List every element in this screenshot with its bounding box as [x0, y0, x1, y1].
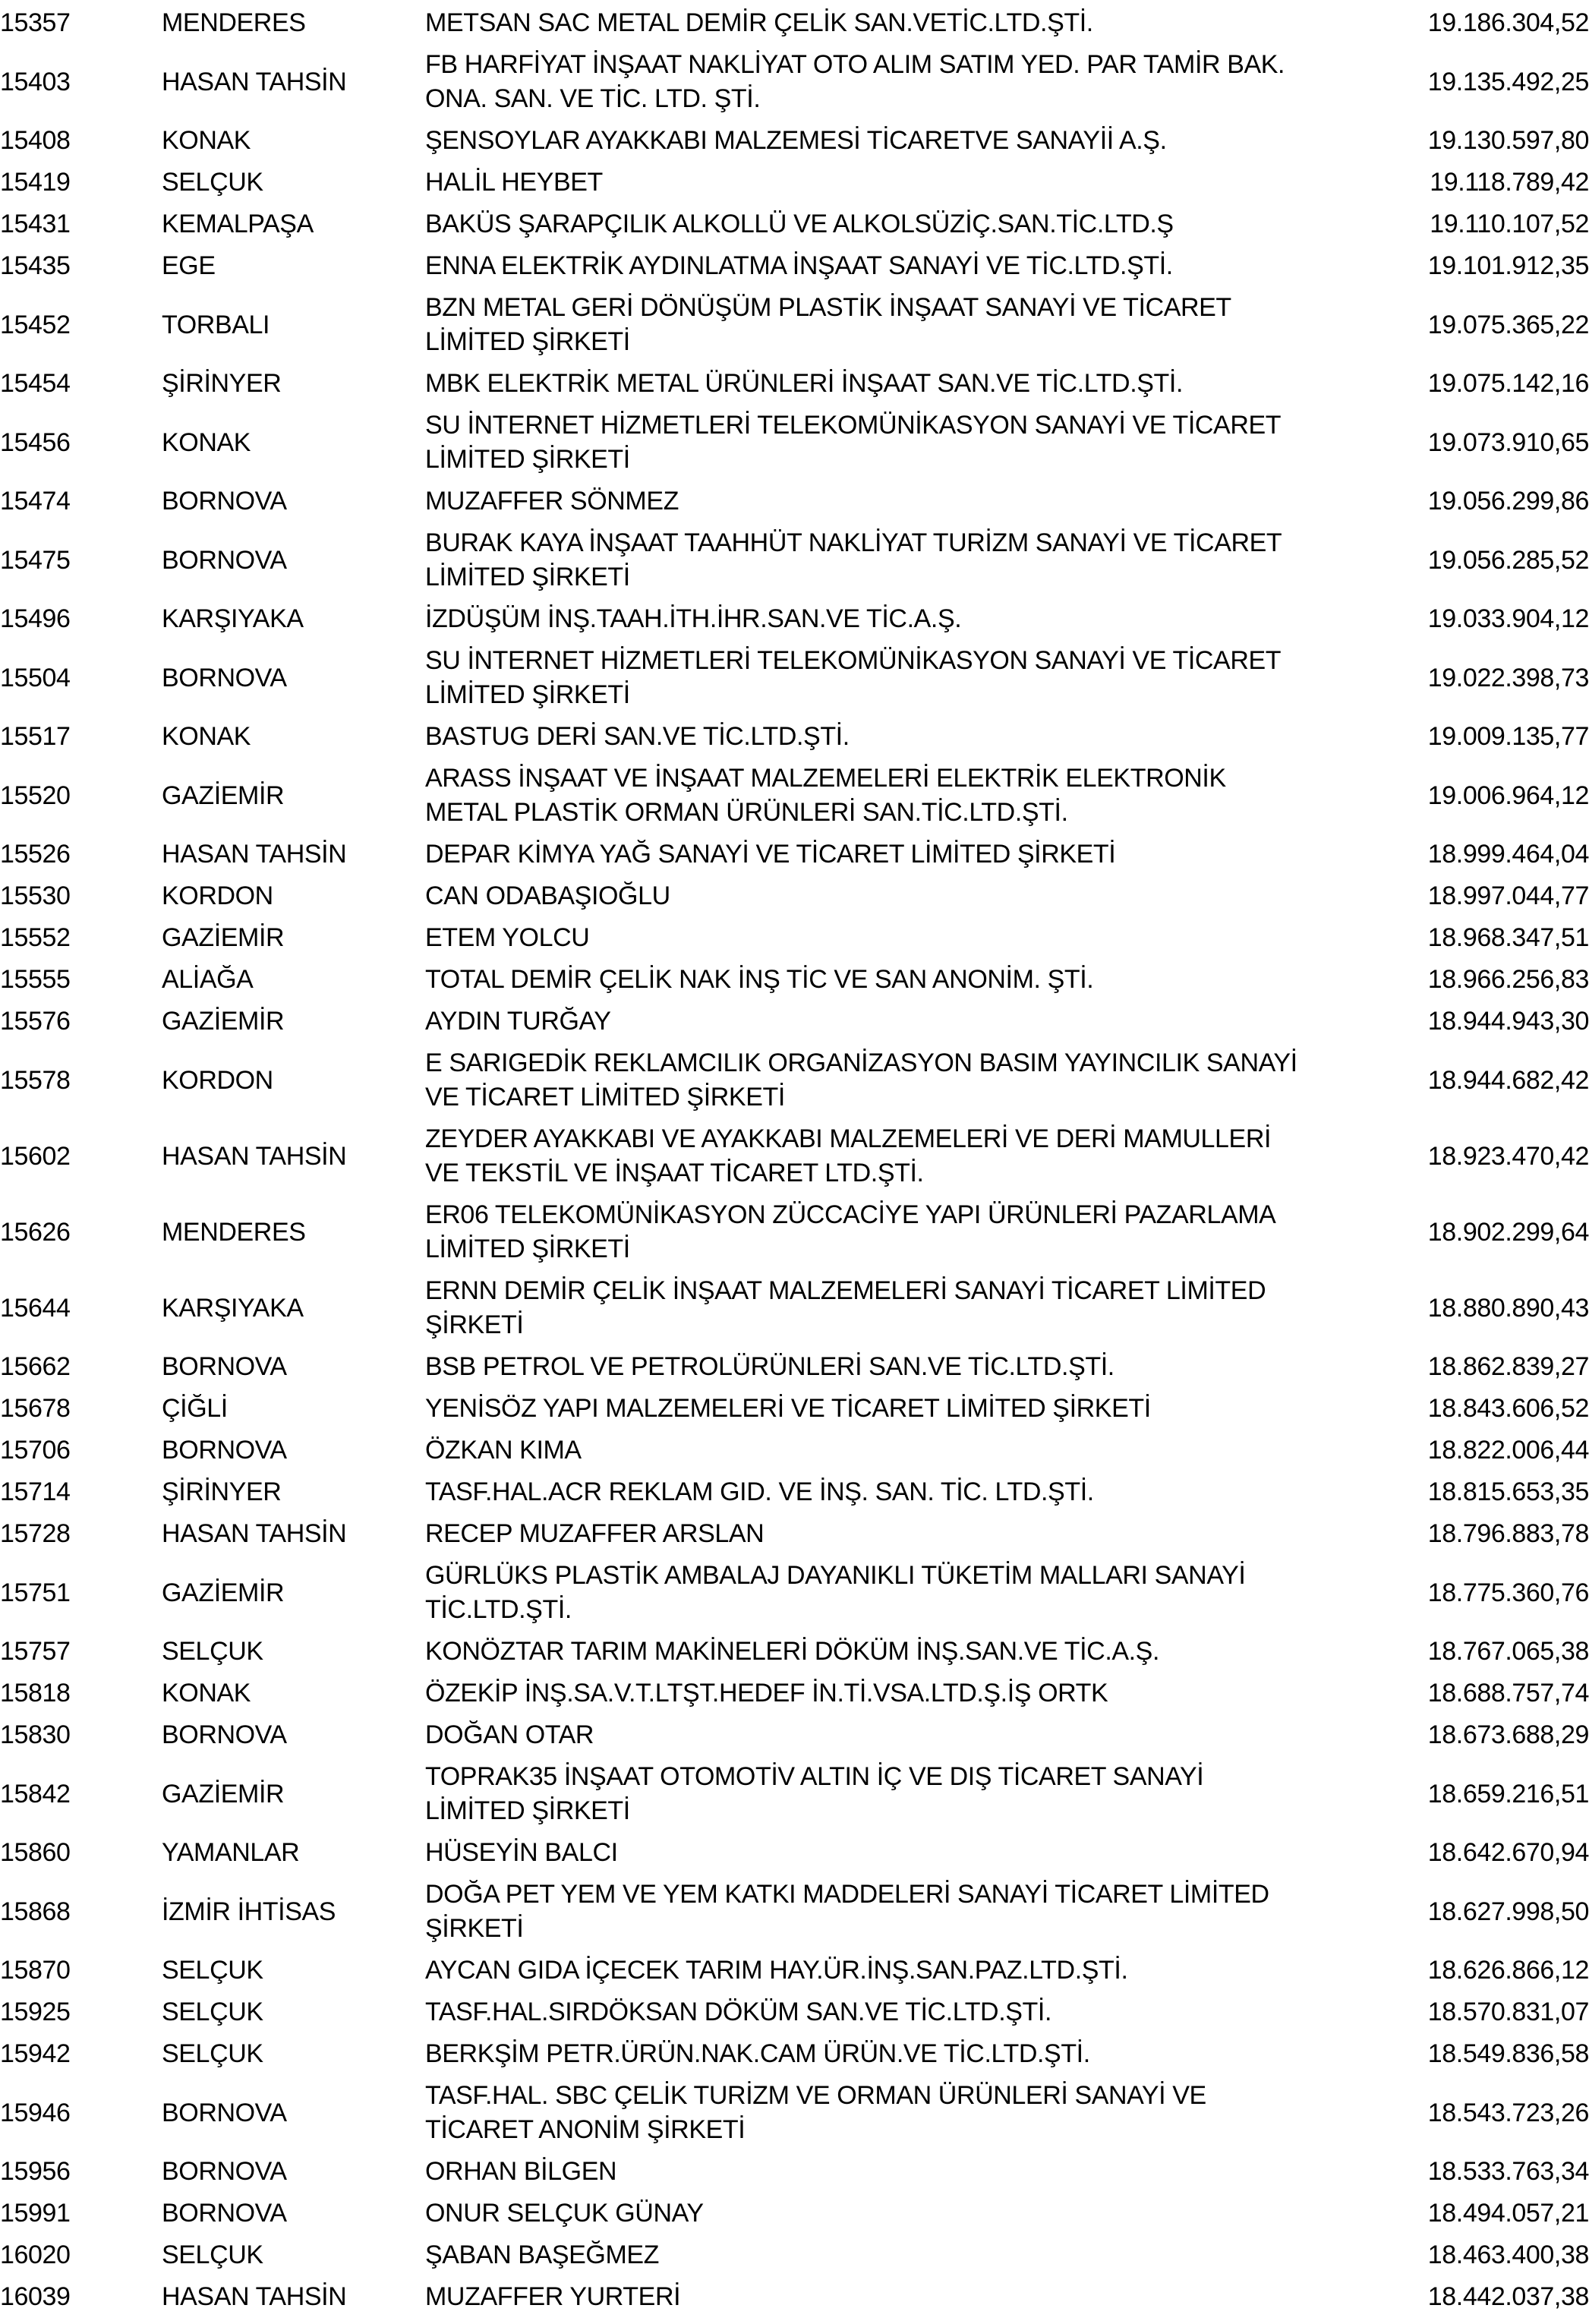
taxpayer-name: ÖZEKİP İNŞ.SA.V.T.LTŞT.HEDEF İN.Tİ.VSA.LTD.Ş.İŞ ORTK — [425, 1679, 1108, 1708]
tax-office-name: ŞİRİNYER — [162, 1477, 282, 1506]
debt-amount: 19.009.135,77 — [1427, 722, 1589, 751]
table-row — [0, 363, 1589, 405]
debt-amount: 18.923.470,42 — [1427, 1141, 1589, 1171]
tax-office-name: KONAK — [162, 722, 251, 751]
tax-office-name: ALİAĞA — [162, 965, 254, 994]
taxpayer-name: GÜRLÜKS PLASTİK AMBALAJ DAYANIKLI TÜKETİM MALLARI SANAYİ TİC.LTD.ŞTİ. — [425, 1561, 1246, 1624]
row-sequence-number: 15818 — [0, 1679, 71, 1708]
table-row — [0, 1991, 1589, 2033]
taxpayer-name: ETEM YOLCU — [425, 923, 590, 952]
tax-office-name: BORNOVA — [162, 487, 287, 516]
debtor-table — [0, 2, 1589, 2318]
tax-office-name: GAZİEMİR — [162, 780, 285, 810]
tax-office-name: BORNOVA — [162, 545, 287, 575]
taxpayer-name: YENİSÖZ YAPI MALZEMELERİ VE TİCARET LİMİTED ŞİRKETİ — [425, 1394, 1151, 1423]
table-row — [0, 2151, 1589, 2193]
row-sequence-number: 15868 — [0, 1897, 71, 1926]
tax-office-name: YAMANLAR — [162, 1838, 300, 1867]
debt-amount: 18.549.836,58 — [1427, 2039, 1589, 2068]
tax-office-name: KARŞIYAKA — [162, 1293, 304, 1323]
row-sequence-number: 15456 — [0, 427, 71, 457]
debt-amount: 19.033.904,12 — [1427, 604, 1589, 633]
taxpayer-name: AYCAN GIDA İÇECEK TARIM HAY.ÜR.İNŞ.SAN.PAZ.LTD.ŞTİ. — [425, 1956, 1128, 1985]
row-sequence-number: 15942 — [0, 2039, 71, 2068]
tax-office-name: MENDERES — [162, 8, 306, 37]
taxpayer-name: ENNA ELEKTRİK AYDINLATMA İNŞAAT SANAYİ VE TİC.LTD.ŞTİ. — [425, 251, 1173, 280]
row-sequence-number: 15530 — [0, 881, 71, 910]
row-sequence-number: 15870 — [0, 1956, 71, 1985]
tax-office-name: EGE — [162, 251, 216, 280]
taxpayer-name: ARASS İNŞAAT VE İNŞAAT MALZEMELERİ ELEKTRİK ELEKTRONİK METAL PLASTİK ORMAN ÜRÜNLERİ SAN.TİC.LTD.ŞTİ. — [425, 764, 1226, 827]
taxpayer-name: SU İNTERNET HİZMETLERİ TELEKOMÜNİKASYON SANAYİ VE TİCARET LİMİTED ŞİRKETİ — [425, 411, 1281, 474]
debt-amount: 18.999.464,04 — [1427, 840, 1589, 869]
debt-amount: 18.688.757,74 — [1427, 1679, 1589, 1708]
taxpayer-name: HALİL HEYBET — [425, 168, 603, 197]
tax-office-name: SELÇUK — [162, 1998, 263, 2026]
taxpayer-name: ŞENSOYLAR AYAKKABI MALZEMESİ TİCARETVE SANAYİİ A.Ş. — [425, 126, 1167, 155]
tax-office-name: ÇİĞLİ — [162, 1394, 228, 1423]
table-row — [0, 1471, 1589, 1513]
tax-office-name: MENDERES — [162, 1217, 306, 1247]
debt-amount: 19.056.285,52 — [1427, 545, 1589, 575]
row-sequence-number: 15526 — [0, 840, 71, 869]
taxpayer-name: CAN ODABAŞIOĞLU — [425, 881, 670, 910]
taxpayer-name: SU İNTERNET HİZMETLERİ TELEKOMÜNİKASYON SANAYİ VE TİCARET LİMİTED ŞİRKETİ — [425, 646, 1281, 709]
taxpayer-name: BAKÜS ŞARAPÇILIK ALKOLLÜ VE ALKOLSÜZİÇ.SAN.TİC.LTD.Ş — [425, 210, 1174, 238]
table-row — [0, 2075, 1589, 2151]
table-row — [0, 716, 1589, 758]
tax-office-name: KEMALPAŞA — [162, 210, 314, 238]
debt-amount: 19.101.912,35 — [1427, 251, 1589, 280]
debt-amount: 18.463.400,38 — [1427, 2240, 1589, 2269]
table-row — [0, 1631, 1589, 1673]
tax-office-name: TORBALI — [162, 310, 270, 339]
tax-office-name: HASAN TAHSİN — [162, 1141, 347, 1171]
row-sequence-number: 15555 — [0, 965, 71, 994]
taxpayer-name: MUZAFFER SÖNMEZ — [425, 487, 679, 516]
tax-office-name: SELÇUK — [162, 2039, 263, 2068]
taxpayer-name: TASF.HAL.SIRDÖKSAN DÖKÜM SAN.VE TİC.LTD.ŞTİ. — [425, 1998, 1051, 2026]
tax-office-name: KARŞIYAKA — [162, 604, 304, 633]
taxpayer-name: HÜSEYİN BALCI — [425, 1838, 618, 1867]
table-row — [0, 1832, 1589, 1874]
tax-office-name: SELÇUK — [162, 1637, 263, 1666]
row-sequence-number: 15520 — [0, 780, 71, 810]
tax-office-name: BORNOVA — [162, 1436, 287, 1465]
table-row — [0, 287, 1589, 363]
tax-office-name: BORNOVA — [162, 1720, 287, 1749]
debt-amount: 18.494.057,21 — [1427, 2199, 1589, 2228]
table-row — [0, 1714, 1589, 1756]
debt-amount: 18.966.256,83 — [1427, 965, 1589, 994]
row-sequence-number: 15474 — [0, 487, 71, 516]
taxpayer-name: TASF.HAL.ACR REKLAM GID. VE İNŞ. SAN. TİC. LTD.ŞTİ. — [425, 1477, 1094, 1506]
taxpayer-name: BERKŞİM PETR.ÜRÜN.NAK.CAM ÜRÜN.VE TİC.LTD.ŞTİ. — [425, 2039, 1090, 2068]
debt-amount: 18.822.006,44 — [1427, 1436, 1589, 1465]
tax-office-name: BORNOVA — [162, 2199, 287, 2228]
row-sequence-number: 15452 — [0, 310, 71, 339]
table-row — [0, 1950, 1589, 1991]
table-row — [0, 758, 1589, 834]
debt-amount: 18.902.299,64 — [1427, 1217, 1589, 1247]
table-row — [0, 834, 1589, 875]
row-sequence-number: 15454 — [0, 369, 71, 398]
taxpayer-name: ŞABAN BAŞEĞMEZ — [425, 2240, 660, 2269]
row-sequence-number: 15751 — [0, 1578, 71, 1607]
table-row — [0, 1673, 1589, 1714]
taxpayer-name: DEPAR KİMYA YAĞ SANAYİ VE TİCARET LİMİTED ŞİRKETİ — [425, 840, 1116, 869]
row-sequence-number: 15504 — [0, 663, 71, 692]
row-sequence-number: 15706 — [0, 1436, 71, 1465]
debt-amount: 19.022.398,73 — [1427, 663, 1589, 692]
row-sequence-number: 15576 — [0, 1007, 71, 1036]
tax-office-name: KONAK — [162, 427, 251, 457]
row-sequence-number: 15602 — [0, 1141, 71, 1171]
table-row — [0, 2276, 1589, 2318]
row-sequence-number: 15475 — [0, 545, 71, 575]
taxpayer-name: RECEP MUZAFFER ARSLAN — [425, 1519, 765, 1548]
row-sequence-number: 15956 — [0, 2157, 71, 2186]
row-sequence-number: 15626 — [0, 1217, 71, 1247]
row-sequence-number: 15357 — [0, 8, 71, 37]
tax-office-name: GAZİEMİR — [162, 1578, 285, 1607]
table-row — [0, 2033, 1589, 2075]
row-sequence-number: 15830 — [0, 1720, 71, 1749]
tax-office-name: BORNOVA — [162, 2098, 287, 2127]
table-row — [0, 640, 1589, 716]
tax-office-name: GAZİEMİR — [162, 923, 285, 952]
table-row — [0, 1555, 1589, 1631]
table-row — [0, 959, 1589, 1001]
tax-office-name: GAZİEMİR — [162, 1007, 285, 1036]
table-row — [0, 598, 1589, 640]
table-row — [0, 1042, 1589, 1118]
row-sequence-number: 15496 — [0, 604, 71, 633]
table-row — [0, 2, 1589, 44]
taxpayer-name: TOTAL DEMİR ÇELİK NAK İNŞ TİC VE SAN ANONİM. ŞTİ. — [425, 965, 1094, 994]
tax-office-name: BORNOVA — [162, 663, 287, 692]
taxpayer-name: MUZAFFER YURTERİ — [425, 2282, 681, 2311]
debt-amount: 18.442.037,38 — [1427, 2282, 1589, 2311]
debt-amount: 18.570.831,07 — [1427, 1998, 1589, 2026]
row-sequence-number: 15662 — [0, 1352, 71, 1381]
tax-office-name: HASAN TAHSİN — [162, 67, 347, 96]
row-sequence-number: 15578 — [0, 1065, 71, 1095]
debt-amount: 18.796.883,78 — [1427, 1519, 1589, 1548]
table-row — [0, 2193, 1589, 2234]
taxpayer-name: TASF.HAL. SBC ÇELİK TURİZM VE ORMAN ÜRÜNLERİ SANAYİ VE TİCARET ANONİM ŞİRKETİ — [425, 2081, 1206, 2144]
tax-office-name: ŞİRİNYER — [162, 369, 282, 398]
tax-office-name: GAZİEMİR — [162, 1779, 285, 1808]
taxpayer-name: METSAN SAC METAL DEMİR ÇELİK SAN.VETİC.LTD.ŞTİ. — [425, 8, 1093, 37]
taxpayer-name: E SARIGEDİK REKLAMCILIK ORGANİZASYON BASIM YAYINCILIK SANAYİ VE TİCARET LİMİTED ŞİRKETİ — [425, 1048, 1297, 1112]
row-sequence-number: 15714 — [0, 1477, 71, 1506]
row-sequence-number: 16020 — [0, 2240, 71, 2269]
table-row — [0, 481, 1589, 522]
tax-office-name: BORNOVA — [162, 1352, 287, 1381]
taxpayer-name: İZDÜŞÜM İNŞ.TAAH.İTH.İHR.SAN.VE TİC.A.Ş. — [425, 604, 962, 633]
debt-amount: 18.997.044,77 — [1427, 881, 1589, 910]
table-row — [0, 1194, 1589, 1270]
debt-amount: 18.767.065,38 — [1427, 1637, 1589, 1666]
taxpayer-name: ZEYDER AYAKKABI VE AYAKKABI MALZEMELERİ VE DERİ MAMULLERİ VE TEKSTİL VE İNŞAAT TİCARET LTD.ŞTİ. — [425, 1124, 1272, 1187]
table-row — [0, 1756, 1589, 1832]
row-sequence-number: 15757 — [0, 1637, 71, 1666]
tax-office-name: KONAK — [162, 126, 251, 155]
row-sequence-number: 15644 — [0, 1293, 71, 1323]
debt-amount: 18.659.216,51 — [1427, 1779, 1589, 1808]
taxpayer-name: BASTUG DERİ SAN.VE TİC.LTD.ŞTİ. — [425, 722, 850, 751]
taxpayer-name: ORHAN BİLGEN — [425, 2157, 617, 2186]
table-row — [0, 1346, 1589, 1388]
table-row — [0, 1430, 1589, 1471]
taxpayer-name: AYDIN TURĞAY — [425, 1007, 611, 1036]
taxpayer-name: KONÖZTAR TARIM MAKİNELERİ DÖKÜM İNŞ.SAN.VE TİC.A.Ş. — [425, 1637, 1160, 1666]
debt-amount: 18.533.763,34 — [1427, 2157, 1589, 2186]
table-row — [0, 1118, 1589, 1194]
table-row — [0, 245, 1589, 287]
tax-office-name: KONAK — [162, 1679, 251, 1708]
taxpayer-name: DOĞA PET YEM VE YEM KATKI MADDELERİ SANAYİ TİCARET LİMİTED ŞİRKETİ — [425, 1880, 1269, 1943]
debt-amount: 19.073.910,65 — [1427, 427, 1589, 457]
taxpayer-name: MBK ELEKTRİK METAL ÜRÜNLERİ İNŞAAT SAN.VE TİC.LTD.ŞTİ. — [425, 369, 1183, 398]
debt-amount: 18.673.688,29 — [1427, 1720, 1589, 1749]
debt-amount: 18.944.943,30 — [1427, 1007, 1589, 1036]
row-sequence-number: 15991 — [0, 2199, 71, 2228]
table-row — [0, 1270, 1589, 1346]
debt-amount: 19.006.964,12 — [1427, 780, 1589, 810]
debt-amount: 18.626.866,12 — [1427, 1956, 1589, 1985]
tax-office-name: KORDON — [162, 881, 273, 910]
tax-office-name: BORNOVA — [162, 2157, 287, 2186]
row-sequence-number: 15431 — [0, 210, 71, 238]
debt-amount: 19.135.492,25 — [1427, 67, 1589, 96]
debt-amount: 18.968.347,51 — [1427, 923, 1589, 952]
row-sequence-number: 15946 — [0, 2098, 71, 2127]
tax-office-name: HASAN TAHSİN — [162, 840, 347, 869]
table-row — [0, 203, 1589, 245]
tax-office-name: KORDON — [162, 1065, 273, 1095]
taxpayer-name: ONUR SELÇUK GÜNAY — [425, 2199, 704, 2228]
debt-amount: 19.186.304,52 — [1427, 8, 1589, 37]
debt-amount: 18.944.682,42 — [1427, 1065, 1589, 1095]
table-row — [0, 162, 1589, 203]
row-sequence-number: 15517 — [0, 722, 71, 751]
debt-amount: 18.543.723,26 — [1427, 2098, 1589, 2127]
debt-amount: 19.118.789,42 — [1430, 168, 1589, 197]
row-sequence-number: 15408 — [0, 126, 71, 155]
taxpayer-name: ERNN DEMİR ÇELİK İNŞAAT MALZEMELERİ SANAYİ TİCARET LİMİTED ŞİRKETİ — [425, 1276, 1266, 1339]
debt-amount: 19.056.299,86 — [1427, 487, 1589, 516]
table-row — [0, 1513, 1589, 1555]
row-sequence-number: 15925 — [0, 1998, 71, 2026]
taxpayer-name: BURAK KAYA İNŞAAT TAAHHÜT NAKLİYAT TURİZM SANAYİ VE TİCARET LİMİTED ŞİRKETİ — [425, 528, 1282, 591]
debt-amount: 19.110.107,52 — [1430, 210, 1589, 238]
debt-amount: 19.130.597,80 — [1427, 126, 1589, 155]
row-sequence-number: 15419 — [0, 168, 71, 197]
table-row — [0, 917, 1589, 959]
row-sequence-number: 16039 — [0, 2282, 71, 2311]
debt-amount: 19.075.365,22 — [1427, 310, 1589, 339]
tax-office-name: SELÇUK — [162, 2240, 263, 2269]
row-sequence-number: 15552 — [0, 923, 71, 952]
row-sequence-number: 15678 — [0, 1394, 71, 1423]
debt-amount: 18.862.839,27 — [1427, 1352, 1589, 1381]
debt-amount: 18.843.606,52 — [1427, 1394, 1589, 1423]
tax-office-name: SELÇUK — [162, 1956, 263, 1985]
debt-amount: 18.880.890,43 — [1427, 1293, 1589, 1323]
table-row — [0, 522, 1589, 598]
table-row — [0, 1001, 1589, 1042]
debt-amount: 18.627.998,50 — [1427, 1897, 1589, 1926]
table-row — [0, 44, 1589, 120]
row-sequence-number: 15435 — [0, 251, 71, 280]
tax-office-name: İZMİR İHTİSAS — [162, 1897, 336, 1926]
tax-office-name: HASAN TAHSİN — [162, 2282, 347, 2311]
table-row — [0, 1388, 1589, 1430]
debtor-table-body — [0, 2, 1589, 2318]
row-sequence-number: 15842 — [0, 1779, 71, 1808]
taxpayer-name: FB HARFİYAT İNŞAAT NAKLİYAT OTO ALIM SATIM YED. PAR TAMİR BAK. ONA. SAN. VE TİC. LTD. ŞTİ. — [425, 50, 1285, 113]
taxpayer-name: DOĞAN OTAR — [425, 1720, 594, 1749]
table-row — [0, 120, 1589, 162]
row-sequence-number: 15728 — [0, 1519, 71, 1548]
debt-amount: 19.075.142,16 — [1427, 369, 1589, 398]
row-sequence-number: 15403 — [0, 67, 71, 96]
table-row — [0, 405, 1589, 481]
table-row — [0, 2234, 1589, 2276]
tax-office-name: HASAN TAHSİN — [162, 1519, 347, 1548]
row-sequence-number: 15860 — [0, 1838, 71, 1867]
table-row — [0, 875, 1589, 917]
tax-office-name: SELÇUK — [162, 168, 263, 197]
taxpayer-name: BSB PETROL VE PETROLÜRÜNLERİ SAN.VE TİC.LTD.ŞTİ. — [425, 1352, 1115, 1381]
debt-amount: 18.775.360,76 — [1427, 1578, 1589, 1607]
taxpayer-name: ER06 TELEKOMÜNİKASYON ZÜCCACİYE YAPI ÜRÜNLERİ PAZARLAMA LİMİTED ŞİRKETİ — [425, 1200, 1275, 1263]
debt-amount: 18.815.653,35 — [1427, 1477, 1589, 1506]
taxpayer-name: TOPRAK35 İNŞAAT OTOMOTİV ALTIN İÇ VE DIŞ TİCARET SANAYİ LİMİTED ŞİRKETİ — [425, 1762, 1204, 1825]
table-row — [0, 1874, 1589, 1950]
debt-amount: 18.642.670,94 — [1427, 1838, 1589, 1867]
taxpayer-name: ÖZKAN KIMA — [425, 1436, 582, 1465]
taxpayer-name: BZN METAL GERİ DÖNÜŞÜM PLASTİK İNŞAAT SANAYİ VE TİCARET LİMİTED ŞİRKETİ — [425, 293, 1231, 356]
